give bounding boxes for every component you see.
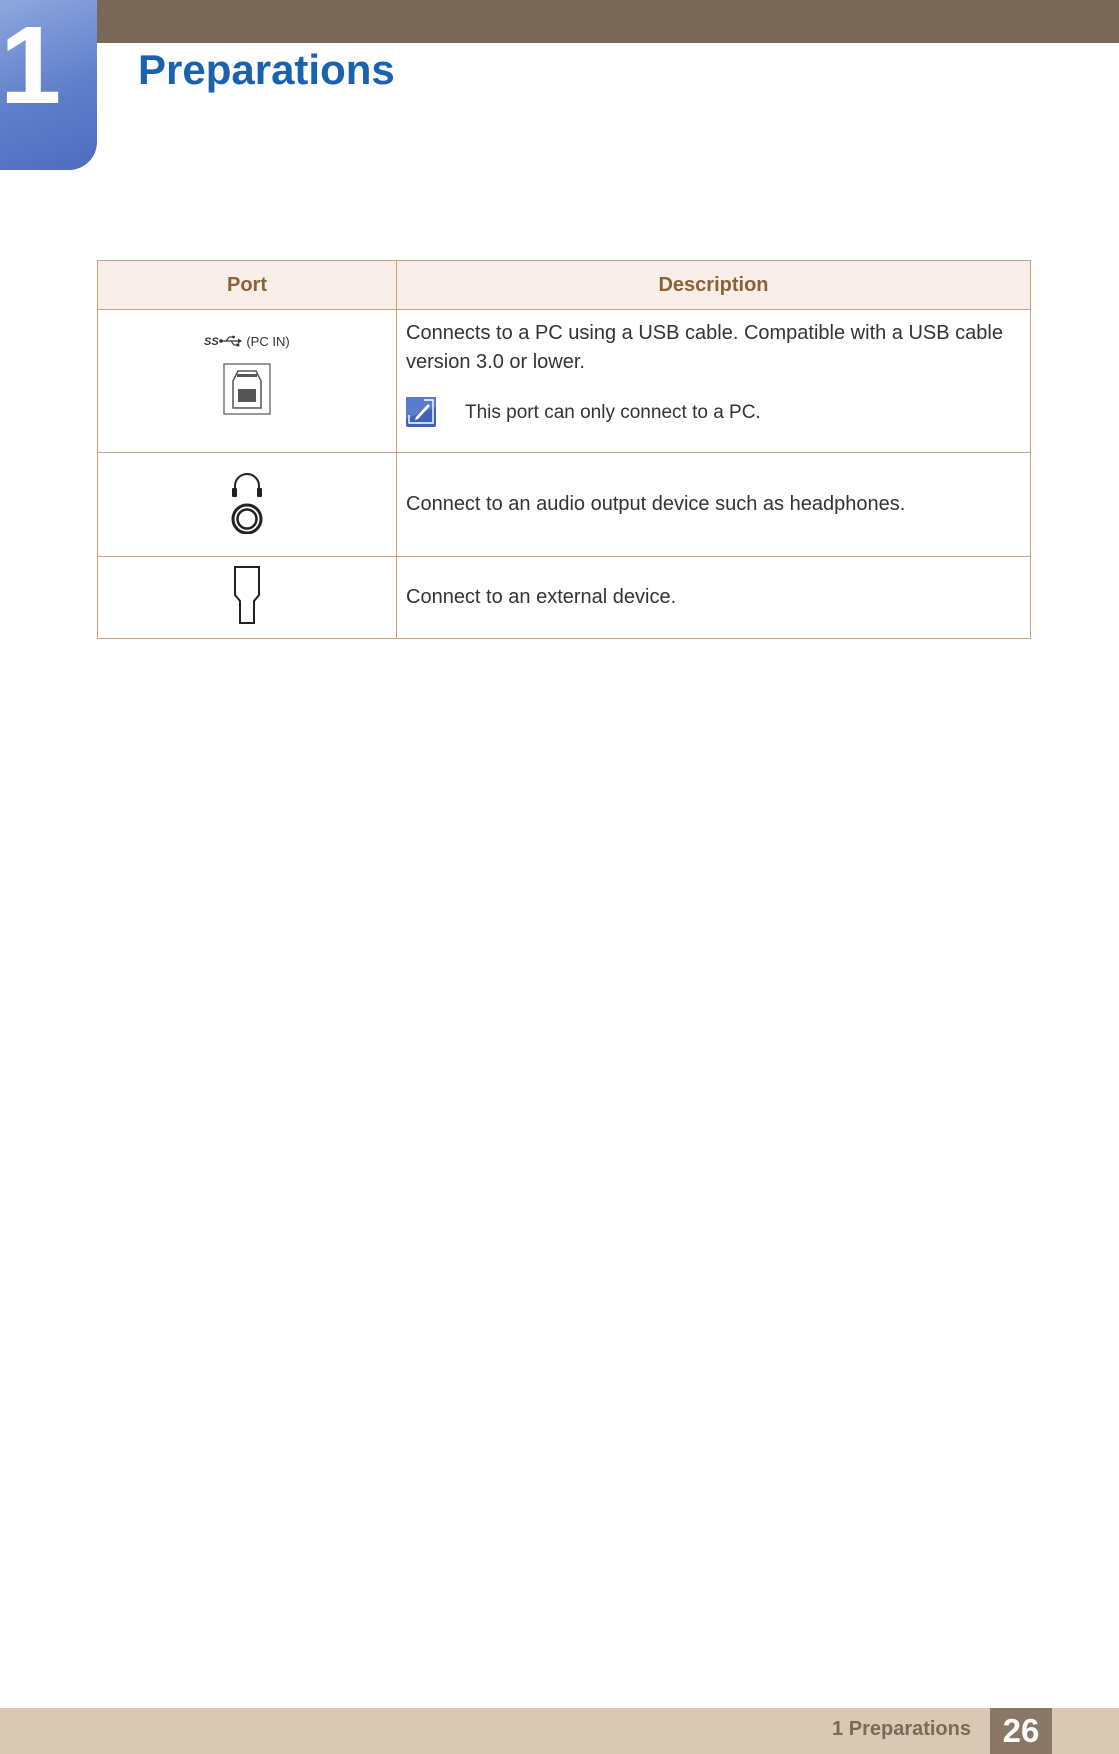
description-cell	[397, 310, 1031, 453]
page-number: 26	[990, 1708, 1052, 1754]
port-cell	[98, 310, 397, 453]
footer-section-label: 1 Preparations	[832, 1718, 971, 1740]
headphone-jack-icon	[227, 470, 267, 534]
chapter-number: 1	[0, 4, 62, 127]
table-row	[98, 310, 1031, 453]
table-row	[98, 557, 1031, 639]
top-bar	[0, 0, 1119, 43]
note-text: This port can only connect to a PC.	[465, 401, 761, 423]
port-cell	[98, 453, 397, 557]
table-header-row	[98, 261, 1031, 310]
port-cell	[98, 557, 397, 639]
port-column-header: Port	[98, 261, 397, 310]
usb-3-type-b-icon	[223, 363, 271, 415]
note	[406, 397, 1016, 427]
ports-table	[97, 260, 1031, 639]
chapter-tab	[0, 0, 97, 170]
usb-pc-in-label: (PC IN)	[246, 333, 290, 349]
usb-description: Connects to a PC using a USB cable. Compatible with a USB cable version 3.0 or lower.	[406, 322, 1003, 373]
usb-port-label	[98, 334, 396, 349]
external-description: Connect to an external device.	[406, 586, 677, 608]
table-row	[98, 453, 1031, 557]
svg-text:SS: SS	[204, 336, 220, 348]
audio-description: Connect to an audio output device such as headphones.	[406, 493, 906, 515]
note-pencil-icon	[406, 397, 436, 427]
description-cell	[397, 453, 1031, 557]
external-device-port-icon	[230, 565, 264, 625]
usb-superspeed-icon	[204, 334, 242, 348]
page-title: Preparations	[138, 46, 395, 93]
description-cell	[397, 557, 1031, 639]
description-column-header: Description	[397, 261, 1031, 310]
